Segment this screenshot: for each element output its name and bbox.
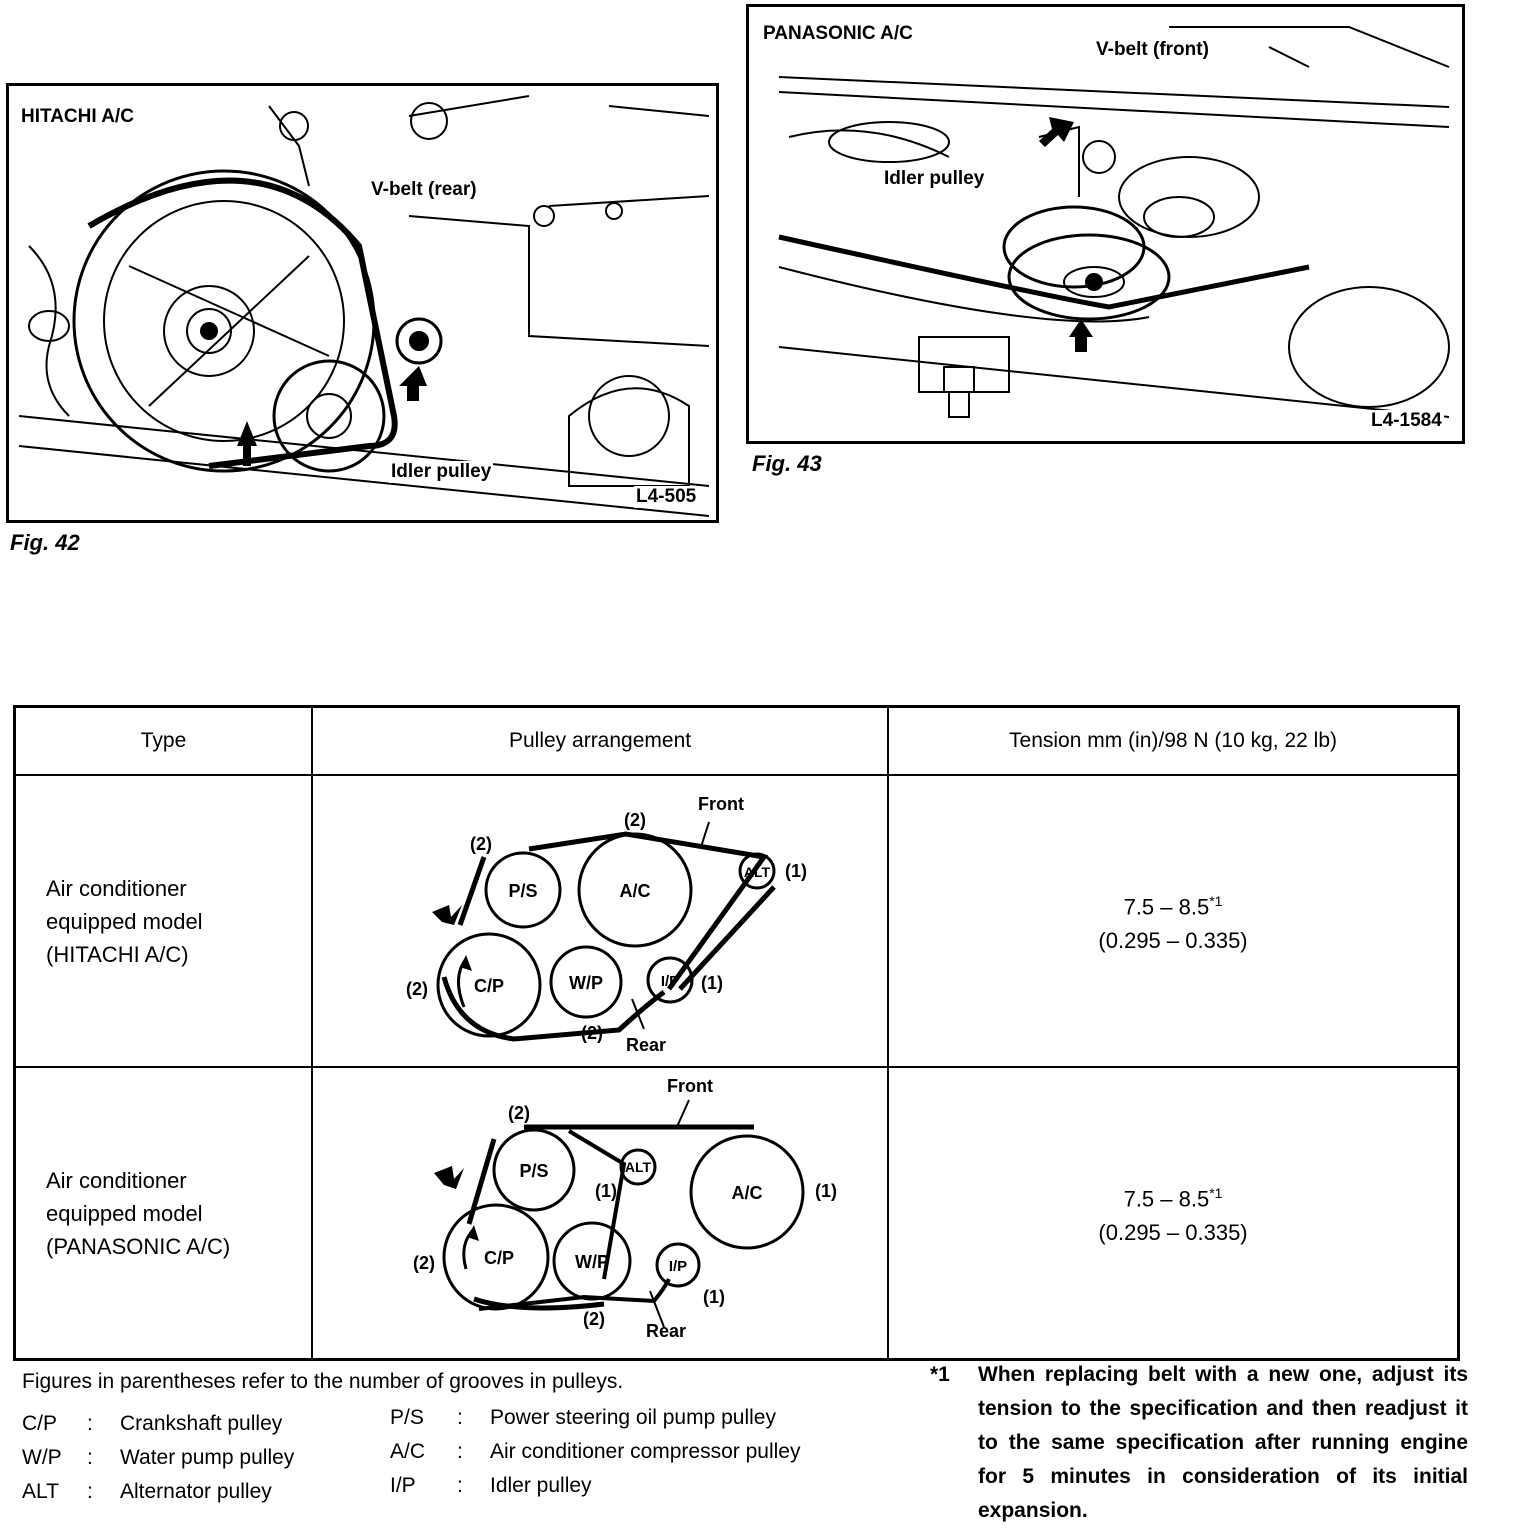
- abbr-text: Water pump pulley: [120, 1446, 295, 1469]
- abbr-code: ALT: [22, 1480, 59, 1503]
- pulley-label-ip: I/P: [660, 973, 680, 990]
- abbr-text: Air conditioner compressor pulley: [490, 1440, 801, 1463]
- abbr-sep: :: [457, 1406, 463, 1429]
- arrangement-cell: [312, 1067, 888, 1360]
- fig42-caption: Fig. 42: [10, 530, 80, 555]
- pulley-label-ac: A/C: [731, 1183, 763, 1203]
- abbr-text: Alternator pulley: [120, 1480, 272, 1503]
- abbr-sep: :: [457, 1440, 463, 1463]
- pulley-label-alt: ALT: [743, 864, 771, 880]
- engine-illustration-hitachi: [9, 86, 716, 520]
- groove-count: (1): [785, 861, 808, 881]
- fig43-ac-label: PANASONIC A/C: [763, 23, 913, 44]
- groove-count: (1): [701, 973, 724, 993]
- pulley-label-ps: P/S: [508, 881, 538, 901]
- groove-count: (2): [583, 1309, 606, 1329]
- footnote-ref: *1: [1209, 892, 1223, 909]
- groove-count: (2): [470, 834, 493, 854]
- rear-label: Rear: [646, 1321, 687, 1341]
- groove-count: (1): [703, 1287, 726, 1307]
- abbr-text: Crankshaft pulley: [120, 1412, 283, 1435]
- front-label: Front: [698, 794, 745, 814]
- fig43-vbelt-label: V-belt (front): [1096, 39, 1209, 60]
- groove-count: (2): [413, 1253, 436, 1273]
- tension-mm: 7.5 – 8.5: [1123, 1186, 1210, 1212]
- groove-count: (2): [406, 979, 429, 999]
- fig43-caption: Fig. 43: [752, 451, 822, 476]
- abbr-code: A/C: [390, 1440, 426, 1463]
- tension-mm: 7.5 – 8.5: [1123, 894, 1210, 920]
- footnote-text: When replacing belt with a new one, adjust its tension to the specification and then readjust it to the same specification after running engine for 5 minutes in consideration of its initial expansion.: [978, 1363, 1468, 1522]
- fig42-idler-label: Idler pulley: [391, 461, 492, 482]
- type-cell: [15, 1067, 313, 1360]
- groove-count: (2): [508, 1103, 531, 1123]
- pulley-label-cp: C/P: [474, 976, 505, 996]
- abbr-sep: :: [457, 1474, 463, 1497]
- engine-illustration-panasonic: [749, 7, 1462, 441]
- front-label: Front: [667, 1076, 714, 1096]
- tension-cell: [888, 1067, 1458, 1360]
- groove-count: (1): [595, 1181, 618, 1201]
- arrow-icon: [399, 366, 427, 401]
- fig43-code: L4-1584: [1371, 410, 1442, 431]
- pulley-label-wp: W/P: [575, 1252, 610, 1272]
- table-row: [15, 775, 1459, 1067]
- pulley-diagram-hitachi: [314, 777, 886, 1060]
- abbr-code: I/P: [390, 1474, 416, 1497]
- arrangement-cell: [312, 775, 888, 1067]
- belt-tension-table: [13, 705, 1460, 1361]
- type-line: equipped model: [46, 908, 203, 934]
- table-header-row: [15, 707, 1459, 776]
- pulley-label-alt: ALT: [624, 1159, 652, 1175]
- rear-label: Rear: [626, 1035, 667, 1055]
- fig43-idler-label: Idler pulley: [884, 168, 985, 189]
- figure-42-photo: [6, 83, 719, 523]
- table-row: [15, 1067, 1459, 1360]
- abbr-code: W/P: [22, 1446, 62, 1469]
- abbr-sep: :: [87, 1446, 93, 1469]
- pulley-label-wp: W/P: [569, 973, 604, 993]
- pulley-label-ps: P/S: [519, 1161, 549, 1181]
- abbr-code: C/P: [22, 1412, 58, 1435]
- figure-43-photo: [746, 4, 1465, 444]
- pulley-label-ac: A/C: [619, 881, 651, 901]
- pulley-label-ip: I/P: [668, 1258, 688, 1275]
- notes-intro: Figures in parentheses refer to the number of grooves in pulleys.: [22, 1370, 624, 1393]
- type-line: Air conditioner: [46, 1167, 187, 1193]
- fig42-ac-label: HITACHI A/C: [21, 106, 134, 127]
- footnote-mark: *1: [930, 1363, 950, 1386]
- footnote-ref: *1: [1209, 1184, 1223, 1201]
- header-arrangement: Pulley arrangement: [312, 707, 888, 776]
- tension-in: (0.295 – 0.335): [1098, 928, 1248, 954]
- abbr-text: Power steering oil pump pulley: [490, 1406, 776, 1429]
- abbr-sep: :: [87, 1480, 93, 1503]
- tension-in: (0.295 – 0.335): [1098, 1220, 1248, 1246]
- arrow-icon: [1069, 319, 1093, 352]
- arrow-icon: [434, 1166, 464, 1189]
- abbr-code: P/S: [390, 1406, 424, 1429]
- groove-count: (1): [815, 1181, 838, 1201]
- header-type: Type: [15, 707, 313, 776]
- type-line: (HITACHI A/C): [46, 941, 189, 967]
- fig42-code: L4-505: [636, 486, 697, 507]
- pulley-label-cp: C/P: [484, 1248, 515, 1268]
- abbr-sep: :: [87, 1412, 93, 1435]
- header-tension: Tension mm (in)/98 N (10 kg, 22 lb): [888, 707, 1458, 776]
- type-cell: [15, 775, 313, 1067]
- arrow-icon: [1039, 117, 1074, 147]
- abbr-text: Idler pulley: [490, 1474, 592, 1497]
- type-line: (PANASONIC A/C): [46, 1233, 231, 1259]
- groove-count: (2): [581, 1023, 604, 1043]
- type-line: equipped model: [46, 1200, 203, 1226]
- pulley-diagram-panasonic: [314, 1069, 886, 1352]
- type-line: Air conditioner: [46, 875, 187, 901]
- groove-count: (2): [624, 810, 647, 830]
- arrow-icon: [432, 905, 462, 925]
- fig42-vbelt-label: V-belt (rear): [371, 179, 477, 200]
- tension-cell: [888, 775, 1458, 1067]
